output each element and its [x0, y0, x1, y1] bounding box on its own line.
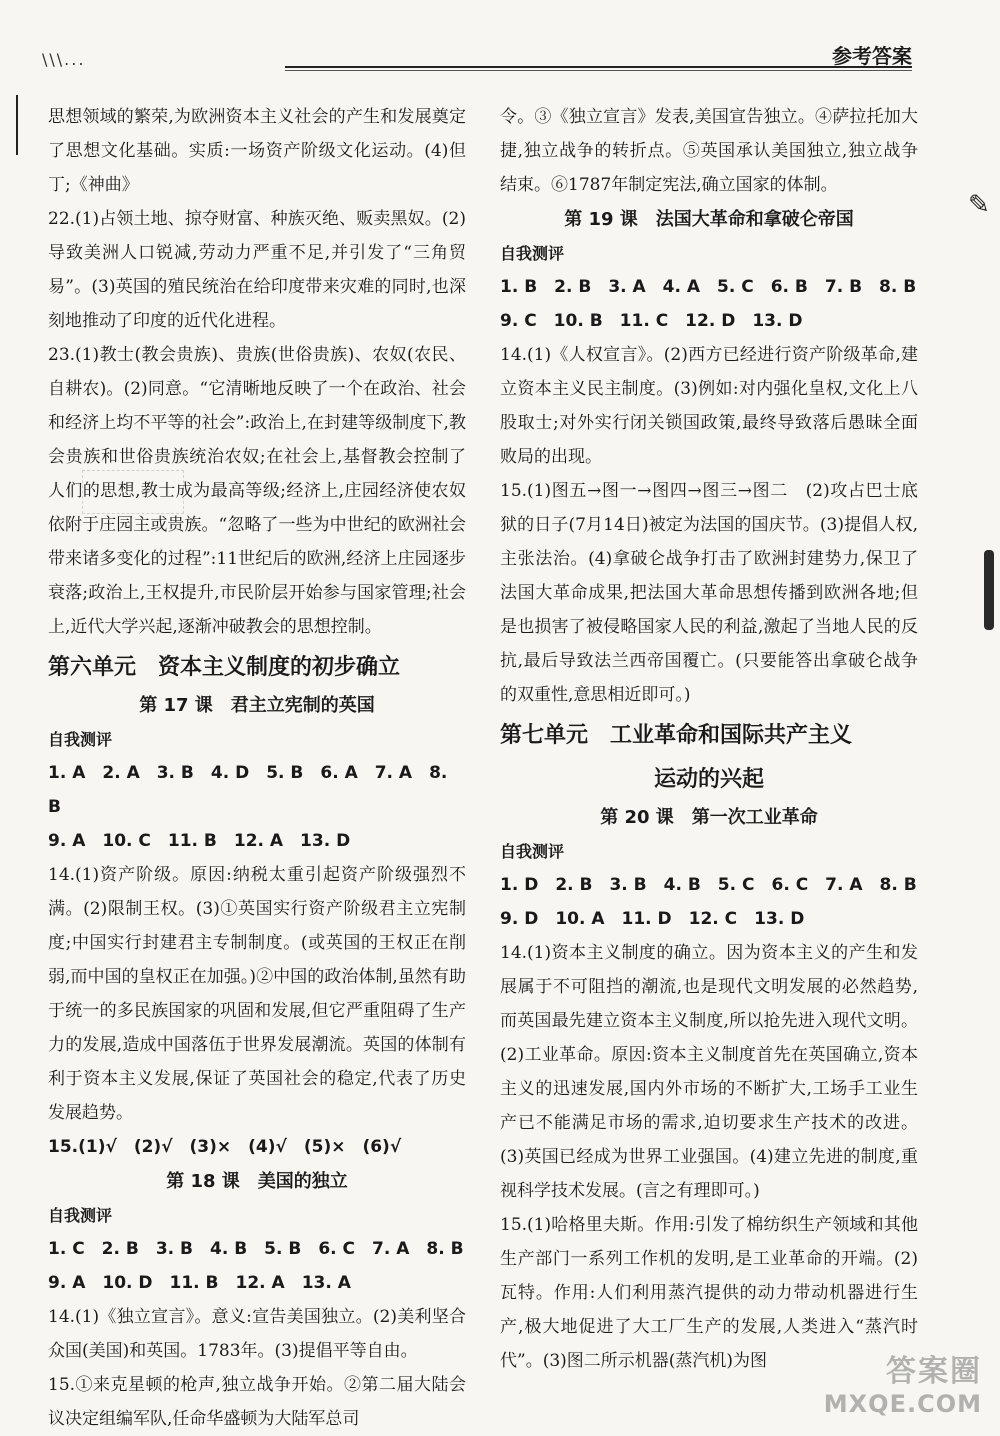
choice-answers: 1. A 2. A 3. B 4. D 5. B 6. A 7. A 8. B: [48, 763, 448, 817]
section-label: 自我测评: [500, 244, 565, 263]
pen-mark-icon: ✎: [968, 190, 990, 220]
choice-answers: 9. D 10. A 11. D 12. C 13. D: [500, 909, 805, 929]
choice-answers: 9. A 10. C 11. B 12. A 13. D: [48, 831, 351, 851]
margin-line: [16, 95, 18, 155]
section-label: 自我测评: [48, 1206, 113, 1225]
answer-paragraph: 14.(1)资产阶级。原因:纳税太重引起资产阶级强烈不满。(2)限制王权。(3)①英国实行资产阶级君主立宪制度;中国实行封建君主专制制度。(或英国的王权正在削弱,而中国的皇权正在加强。)②中国的政治体制,虽然有助于统一的多民族国家的巩固和发展,但它严重阻碍了生产力的发展,造成中国落伍于世界发展潮流。英国的体制有利于资本主义发展,保证了英国社会的稳定,代表了历史发展趋势。: [48, 865, 466, 1123]
header-rule-thin: [285, 70, 912, 71]
lesson-heading: 第 20 课 第一次工业革命: [600, 807, 818, 828]
answer-paragraph: 15.①来克星顿的枪声,独立战争开始。②第二届大陆会议决定组编军队,任命华盛顿为大陆军总司: [48, 1375, 466, 1429]
choice-answers: 9. C 10. B 11. C 12. D 13. D: [500, 311, 803, 331]
watermark-url: MXQE.COM: [823, 1390, 982, 1418]
choice-answers: 15.(1)√ (2)√ (3)× (4)√ (5)× (6)√: [48, 1137, 402, 1157]
page-header: [0, 0, 1000, 80]
page-title: 参考答案: [832, 44, 912, 68]
publisher-logo: \\\...: [42, 50, 86, 69]
lesson-heading: 第 18 课 美国的独立: [166, 1171, 348, 1192]
section-label: 自我测评: [48, 730, 113, 749]
answer-paragraph: 15.(1)哈格里夫斯。作用:引发了棉纺织生产领域和其他生产部门一系列工作机的发明,是工业革命的开端。(2)瓦特。作用:人们利用蒸汽提供的动力带动机器进行生产,极大地促进了大工厂生产的发展,人类进入“蒸汽时代”。(3)图二所示机器(蒸汽机)为图: [500, 1215, 918, 1371]
watermark: [824, 1346, 982, 1418]
answer-paragraph: 思想领域的繁荣,为欧洲资本主义社会的产生和发展奠定了思想文化基础。实质:一场资产阶级文化运动。(4)但丁;《神曲》: [48, 107, 466, 195]
watermark-brand: 答案圈: [886, 1354, 982, 1389]
choice-answers: 1. C 2. B 3. B 4. B 5. B 6. C 7. A 8. B: [48, 1239, 464, 1259]
unit-heading-cont: 运动的兴起: [653, 767, 764, 792]
answer-paragraph: 15.(1)图五→图一→图四→图三→图二 (2)攻占巴士底狱的日子(7月14日)被定为法国的国庆节。(3)提倡人权,主张法治。(4)拿破仑战争打击了欧洲封建势力,保卫了法国大革命成果,把法国大革命思想传播到欧洲各地;但是也损害了被侵略国家人民的利益,激起了当地人民的反抗,最后导致法兰西帝国覆亡。(只要能答出拿破仑战争的双重性,意思相近即可。): [500, 481, 918, 705]
choice-answers: 9. A 10. D 11. B 12. A 13. A: [48, 1273, 351, 1293]
answer-paragraph: 14.(1)《独立宣言》。意义:宣告美国独立。(2)美利坚合众国(美国)和英国。1783年。(3)提倡平等自由。: [48, 1307, 466, 1361]
section-label: 自我测评: [500, 842, 565, 861]
answer-paragraph: 23.(1)教士(教会贵族)、贵族(世俗贵族)、农奴(农民、自耕农)。(2)同意。“它清晰地反映了一个在政治、社会和经济上均不平等的社会”:政治上,在封建等级制度下,教会贵族和世俗贵族统治农奴;在社会上,基督教会控制了人们的思想,教士成为最高等级;经济上,庄园经济使农奴依附于庄园主或贵族。“忽略了一些为中世纪的欧洲社会带来诸多变化的过程”:11世纪后的欧洲,经济上庄园逐步衰落;政治上,王权提升,市民阶层开始参与国家管理;社会上,近代大学兴起,逐渐冲破教会的思想控制。: [48, 345, 466, 637]
header-rule: [285, 66, 912, 68]
unit-heading: 第七单元 工业革命和国际共产主义: [500, 723, 853, 748]
answer-paragraph: 14.(1)资本主义制度的确立。因为资本主义的产生和发展属于不可阻挡的潮流,也是现代文明发展的必然趋势,而英国最先建立资本主义制度,所以抢先进入现代文明。(2)工业革命。原因:资本主义制度首先在英国确立,资本主义的迅速发展,国内外市场的不断扩大,工场手工业生产已不能满足市场的需求,迫切要求生产技术的改进。(3)英国已经成为世界工业强国。(4)建立先进的制度,重视科学技术发展。(言之有理即可。): [500, 943, 918, 1201]
answer-paragraph: 令。③《独立宣言》发表,美国宣告独立。④萨拉托加大捷,独立战争的转折点。⑤英国承认美国独立,独立战争结束。⑥1787年制定宪法,确立国家的体制。: [500, 107, 918, 195]
answer-paragraph: 22.(1)占领土地、掠夺财富、种族灭绝、贩卖黑奴。(2)导致美洲人口锐减,劳动力严重不足,并引发了“三角贸易”。(3)英国的殖民统治在给印度带来灾难的同时,也深刻地推动了印度的近代化进程。: [48, 209, 466, 331]
unit-heading: 第六单元 资本主义制度的初步确立: [48, 655, 401, 680]
lesson-heading: 第 19 课 法国大革命和拿破仑帝国: [564, 209, 854, 230]
answer-paragraph: 14.(1)《人权宣言》。(2)西方已经进行资产阶级革命,建立资本主义民主制度。(3)例如:对内强化皇权,文化上八股取士;对外实行闭关锁国政策,最终导致落后愚昧全面败局的出现。: [500, 345, 918, 467]
right-column: [500, 100, 918, 1378]
lesson-heading: 第 17 课 君主立宪制的英国: [139, 695, 375, 716]
choice-answers: 1. D 2. B 3. B 4. B 5. C 6. C 7. A 8. B: [500, 875, 917, 895]
left-column: [48, 100, 466, 1436]
page-edge-shadow: [984, 550, 994, 630]
choice-answers: 1. B 2. B 3. A 4. A 5. C 6. B 7. B 8. B: [500, 277, 917, 297]
